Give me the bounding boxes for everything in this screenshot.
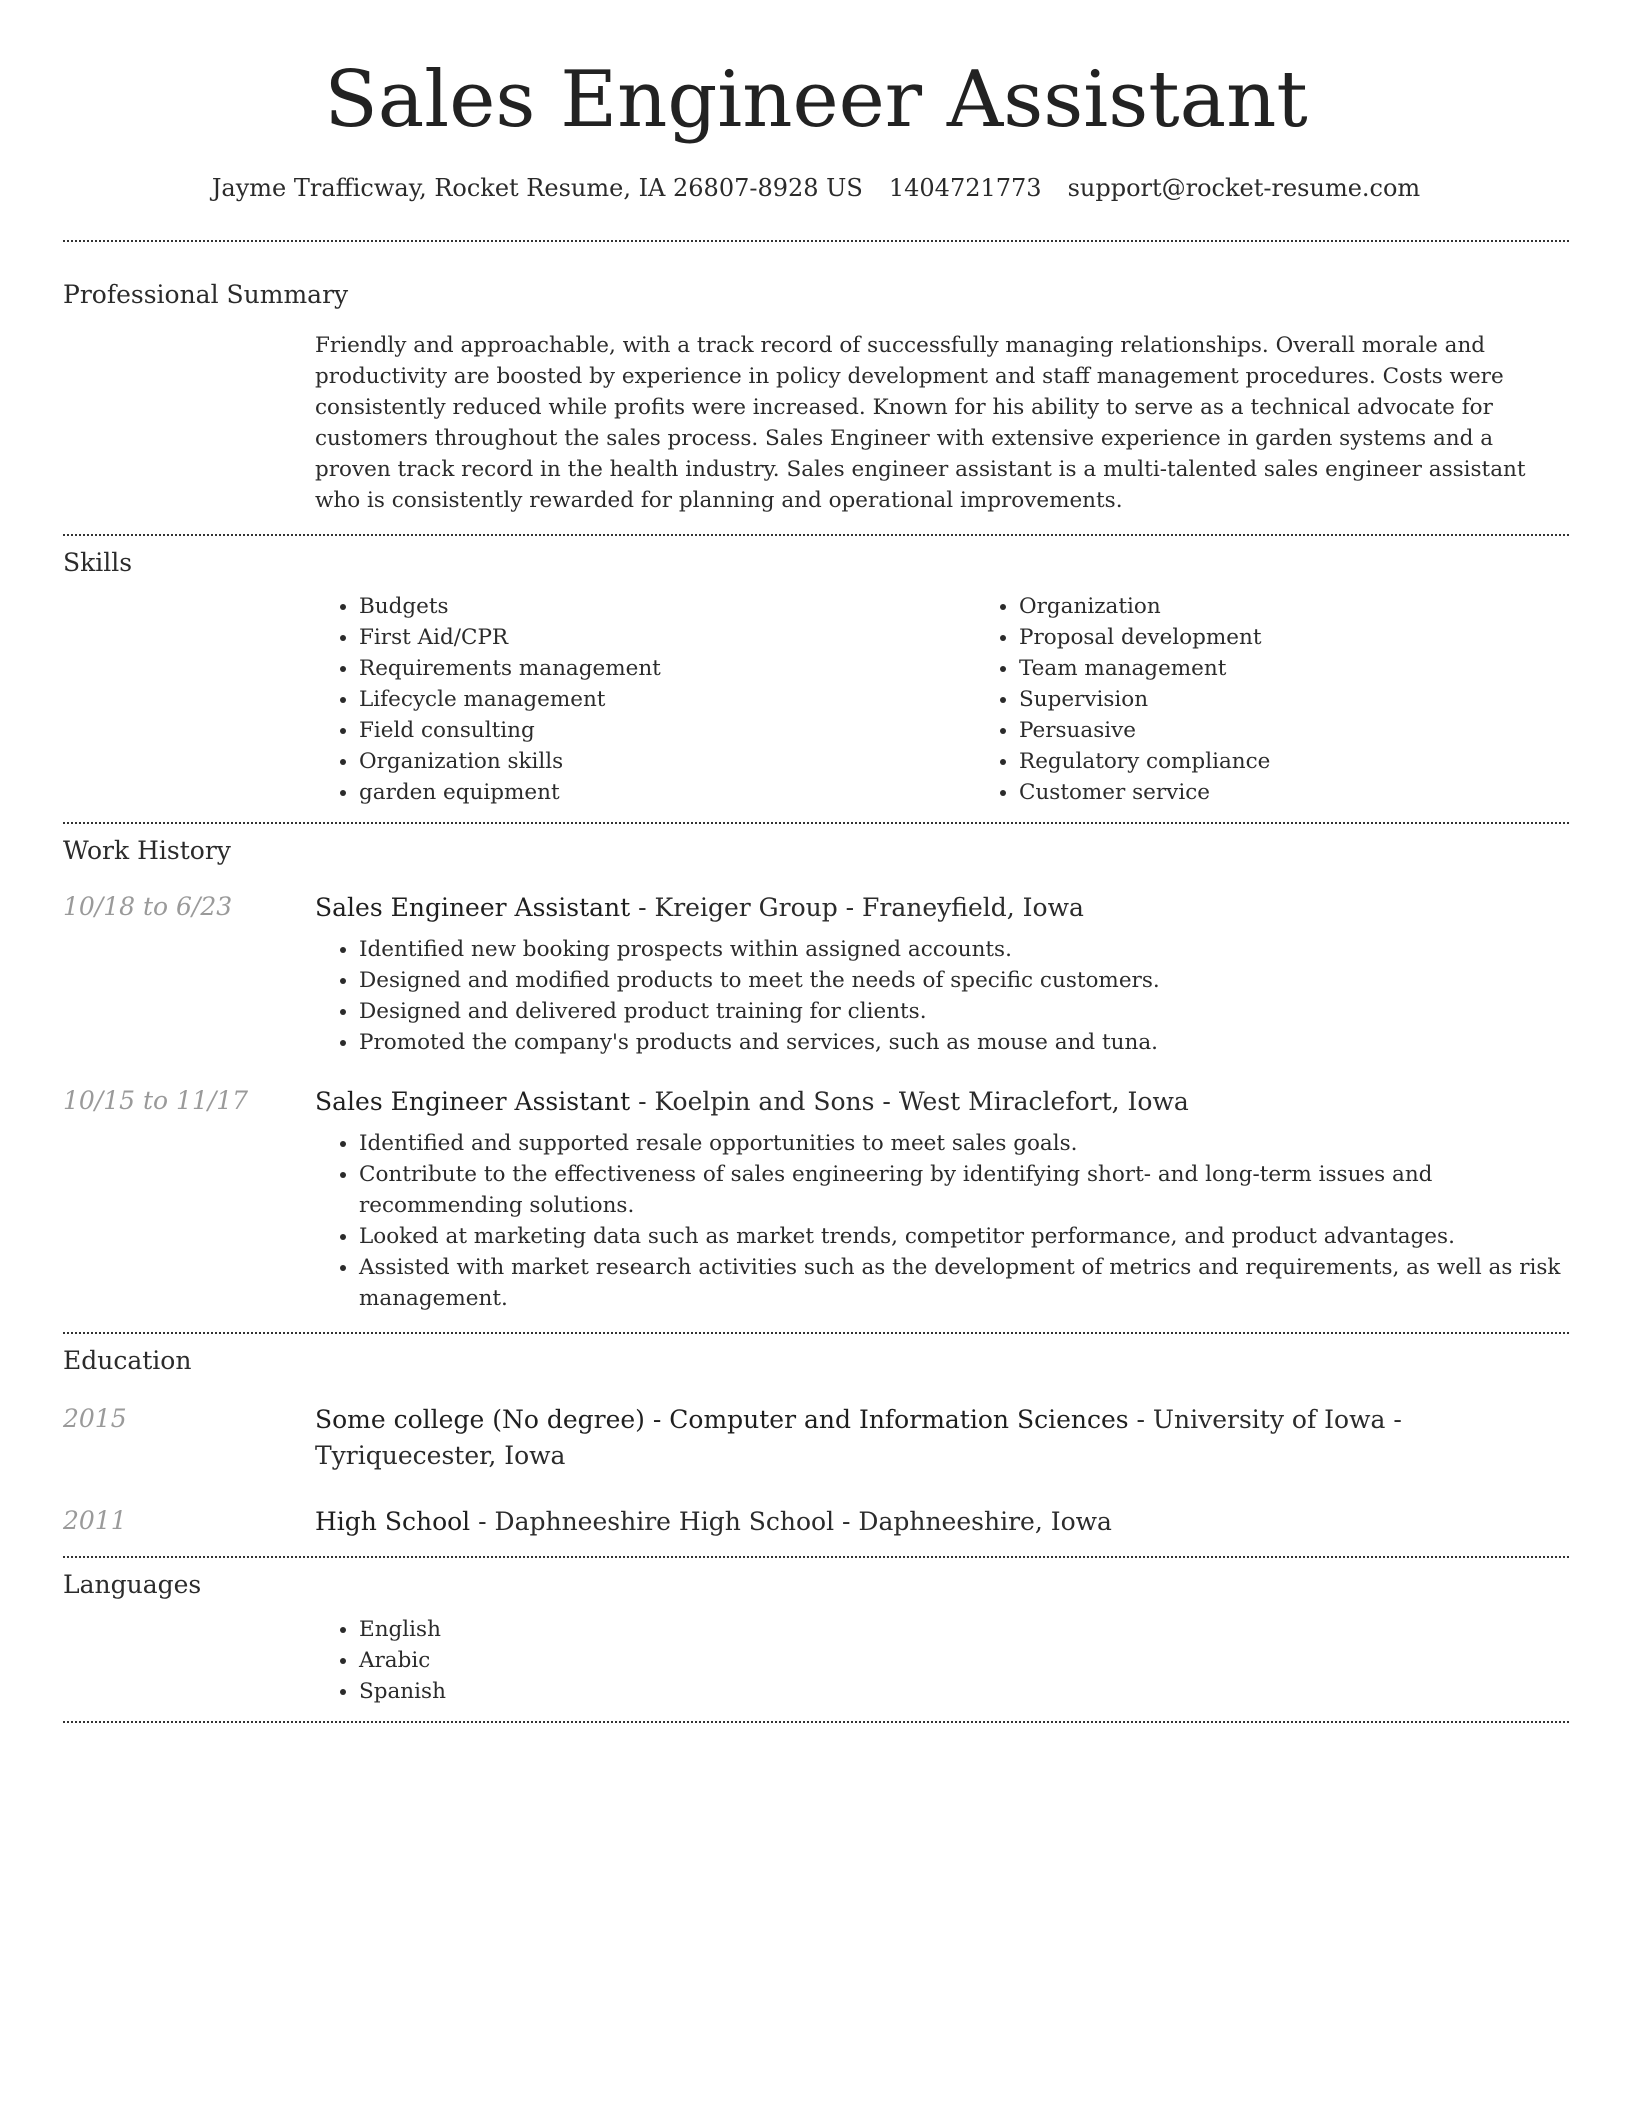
job-bullet: • Designed and delivered product training for clients. bbox=[359, 996, 1569, 1027]
languages-list bbox=[315, 1614, 1569, 1707]
work-section bbox=[63, 824, 1569, 1314]
education-heading: Education bbox=[63, 1346, 192, 1375]
languages-section bbox=[63, 1558, 1569, 1707]
skill-item: • Team management bbox=[1019, 653, 1632, 684]
skill-item: • Regulatory compliance bbox=[1019, 746, 1632, 777]
education-school-location: - Daphneeshire High School - Daphneeshire, Iowa bbox=[470, 1507, 1112, 1536]
languages-heading: Languages bbox=[63, 1570, 202, 1599]
skill-item: • Customer service bbox=[1019, 777, 1632, 808]
job-title: Sales Engineer Assistant bbox=[315, 893, 631, 922]
job-heading bbox=[315, 1084, 1569, 1120]
skill-item: • Lifecycle management bbox=[359, 684, 975, 715]
skill-item: • Organization skills bbox=[359, 746, 975, 777]
skill-item: • Budgets bbox=[359, 591, 975, 622]
job-bullets bbox=[315, 1128, 1569, 1314]
job-title: Sales Engineer Assistant bbox=[315, 1087, 631, 1116]
job-heading bbox=[315, 890, 1569, 926]
contact-address: Jayme Trafficway, Rocket Resume, IA 26807-8928 US bbox=[211, 174, 863, 202]
language-item: • Spanish bbox=[359, 1676, 1569, 1707]
job-bullet: • Designed and modified products to meet the needs of specific customers. bbox=[359, 965, 1569, 996]
job-bullet: • Identified and supported resale opportunities to meet sales goals. bbox=[359, 1128, 1569, 1159]
summary-section bbox=[63, 242, 1569, 516]
education-degree: High School bbox=[315, 1507, 471, 1536]
education-heading-line bbox=[315, 1402, 1569, 1474]
job-dates: 10/15 to 11/17 bbox=[63, 1086, 249, 1115]
contact-line bbox=[63, 172, 1569, 204]
resume-title: Sales Engineer Assistant bbox=[324, 55, 1308, 145]
education-year: 2015 bbox=[63, 1404, 127, 1433]
education-school-location: - University of Iowa - Tyriquecester, Iowa bbox=[315, 1405, 1402, 1470]
job-entry bbox=[63, 890, 1569, 1058]
job-dates: 10/18 to 6/23 bbox=[63, 892, 233, 921]
skill-item: • Field consulting bbox=[359, 715, 975, 746]
education-section bbox=[63, 1334, 1569, 1540]
education-degree: Some college (No degree) - Computer and Information Sciences bbox=[315, 1405, 1129, 1434]
job-bullet: • Promoted the company's products and services, such as mouse and tuna. bbox=[359, 1027, 1569, 1058]
job-company-location: - Koelpin and Sons - West Miraclefort, Iowa bbox=[630, 1087, 1189, 1116]
skills-list-right bbox=[975, 591, 1632, 808]
skill-item: • First Aid/CPR bbox=[359, 622, 975, 653]
skills-section bbox=[63, 536, 1569, 808]
summary-left-spacer bbox=[63, 330, 315, 516]
education-heading-line bbox=[315, 1504, 1569, 1540]
skill-item: • Proposal development bbox=[1019, 622, 1632, 653]
summary-heading: Professional Summary bbox=[63, 280, 349, 309]
language-item: • English bbox=[359, 1614, 1569, 1645]
education-year: 2011 bbox=[63, 1506, 127, 1535]
job-bullet: • Identified new booking prospects within assigned accounts. bbox=[359, 934, 1569, 965]
contact-phone: 1404721773 bbox=[888, 174, 1042, 202]
education-entry bbox=[63, 1402, 1569, 1474]
language-item: • Arabic bbox=[359, 1645, 1569, 1676]
skill-item: • Organization bbox=[1019, 591, 1632, 622]
job-bullet: • Contribute to the effectiveness of sales engineering by identifying short- and long-term issues and recommending solutions. bbox=[359, 1159, 1569, 1221]
divider bbox=[63, 1721, 1569, 1723]
summary-text: Friendly and approachable, with a track record of successfully managing relationships. Overall morale and productivity are boosted by experience in policy development and staff management procedures. Costs were consistently reduced while profits were increased. Known for his ability to serve as a technical advocate for customers throughout the sales process. Sales Engineer with extensive experience in garden systems and a proven track record in the health industry. Sales engineer assistant is a multi-talented sales engineer assistant who is consistently rewarded for planning and operational improvements. bbox=[315, 333, 1526, 513]
job-bullet: • Assisted with market research activities such as the development of metrics and requirements, as well as risk management. bbox=[359, 1252, 1569, 1314]
contact-email[interactable]: support@rocket-resume.com bbox=[1067, 174, 1421, 202]
skills-heading: Skills bbox=[63, 548, 133, 577]
work-heading: Work History bbox=[63, 836, 231, 865]
skill-item: • garden equipment bbox=[359, 777, 975, 808]
skill-item: • Persuasive bbox=[1019, 715, 1632, 746]
skill-item: • Requirements management bbox=[359, 653, 975, 684]
job-company-location: - Kreiger Group - Franeyfield, Iowa bbox=[630, 893, 1084, 922]
skills-list-left bbox=[315, 591, 975, 808]
job-bullet: • Looked at marketing data such as market trends, competitor performance, and product advantages. bbox=[359, 1221, 1569, 1252]
job-bullets bbox=[315, 934, 1569, 1058]
education-entry bbox=[63, 1504, 1569, 1540]
job-entry bbox=[63, 1084, 1569, 1314]
skill-item: • Supervision bbox=[1019, 684, 1632, 715]
